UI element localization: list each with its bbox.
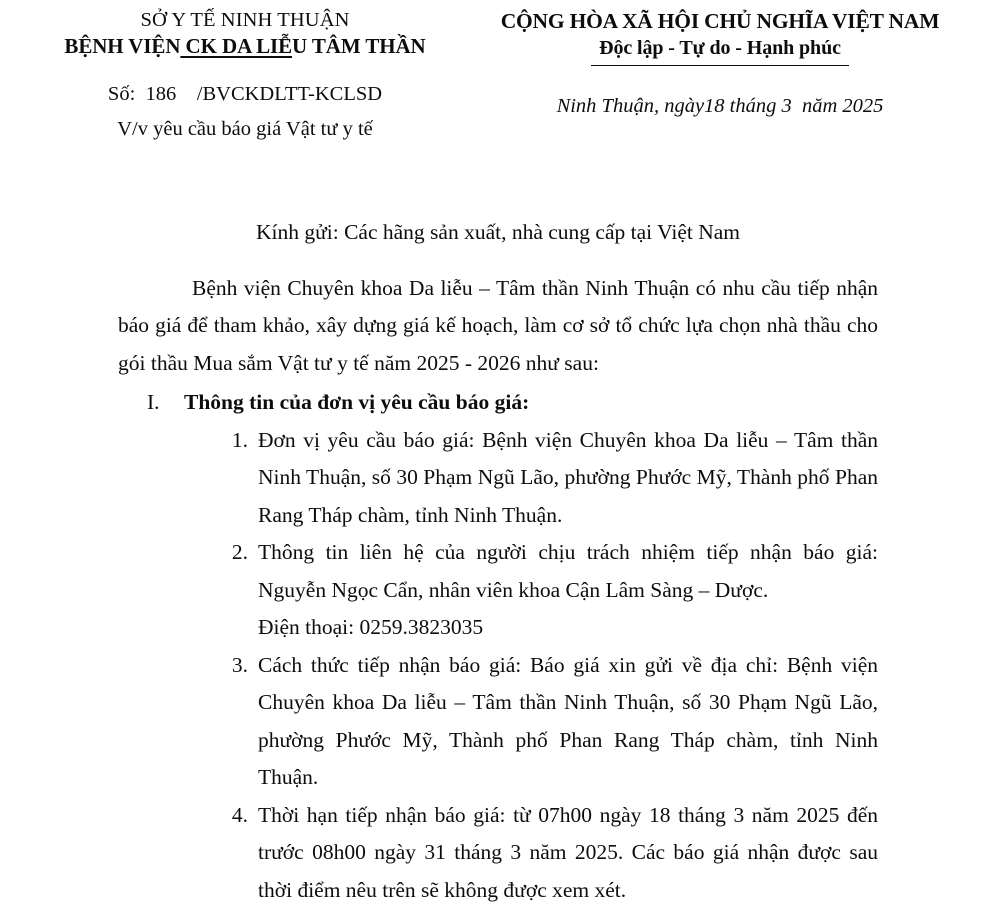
recipient-line: Kính gửi: Các hãng sản xuất, nhà cung cấp tại Việt Nam (118, 214, 878, 252)
list-item-text: Cách thức tiếp nhận báo giá: Báo giá xin gửi về địa chỉ: Bệnh viện Chuyên khoa Da liễu – Tâm thần Ninh Thuận, số 30 Phạm Ngũ Lão, phường Phước Mỹ, Thành phố Phan Rang Tháp chàm, tỉnh Ninh Thuận. (258, 647, 878, 797)
list-item-main-text: Thông tin liên hệ của người chịu trách nhiệm tiếp nhận báo giá: Nguyễn Ngọc Cẩn, nhân viên khoa Cận Lâm Sàng – Dược. (258, 540, 878, 602)
document-number: Số: 186 /BVCKDLTT-KCLSD (20, 81, 470, 107)
list-item-text: Đơn vị yêu cầu báo giá: Bệnh viện Chuyên khoa Da liễu – Tâm thần Ninh Thuận, số 30 Phạm Ngũ Lão, phường Phước Mỹ, Thành phố Phan Rang Tháp chàm, tỉnh Ninh Thuận. (258, 422, 878, 535)
national-motto: Độc lập - Tự do - Hạnh phúc (470, 35, 970, 61)
list-item (118, 797, 878, 909)
organization-name-underlined: CK DA LIỄ (180, 34, 292, 58)
issuing-authority-block (20, 8, 470, 142)
section-heading-row (118, 384, 878, 422)
national-heading-block (470, 8, 970, 119)
organization-name (20, 33, 470, 59)
document-header (0, 8, 993, 173)
list-item-marker: 3. (228, 647, 258, 685)
organization-name-suffix: U TÂM THẦN (292, 34, 426, 58)
national-title: CỘNG HÒA XÃ HỘI CHỦ NGHĨA VIỆT NAM (470, 8, 970, 35)
list-item (118, 647, 878, 797)
list-item (118, 422, 878, 535)
section-heading-text: Thông tin của đơn vị yêu cầu báo giá: (184, 384, 878, 422)
intro-paragraph: Bệnh viện Chuyên khoa Da liễu – Tâm thần Ninh Thuận có nhu cầu tiếp nhận báo giá để tham khảo, xây dựng giá kế hoạch, làm cơ sở tổ chức lựa chọn nhà thầu cho gói thầu Mua sắm Vật tư y tế năm 2025 - 2026 như sau: (118, 270, 878, 383)
section-numeral: I. (118, 384, 184, 422)
list-item-marker: 4. (228, 797, 258, 835)
organization-name-prefix: BỆNH VIỆN (64, 34, 180, 58)
list-item-text: Thời hạn tiếp nhận báo giá: từ 07h00 ngày 18 tháng 3 năm 2025 đến trước 08h00 ngày 31 tháng 3 năm 2025. Các báo giá nhận được sau thời điểm nêu trên sẽ không được xem xét. (258, 797, 878, 909)
list-item (118, 534, 878, 647)
document-subject: V/v yêu cầu báo giá Vật tư y tế (20, 116, 470, 142)
list-item-marker: 1. (228, 422, 258, 460)
place-and-date: Ninh Thuận, ngày18 tháng 3 năm 2025 (470, 93, 970, 119)
list-item-marker: 2. (228, 534, 258, 572)
document-body (118, 214, 878, 909)
parent-organization-name: SỞ Y TẾ NINH THUẬN (20, 8, 470, 33)
motto-divider (591, 65, 849, 66)
contact-phone-line: Điện thoại: 0259.3823035 (258, 609, 878, 647)
numbered-item-list (118, 422, 878, 909)
list-item-text (258, 534, 878, 647)
